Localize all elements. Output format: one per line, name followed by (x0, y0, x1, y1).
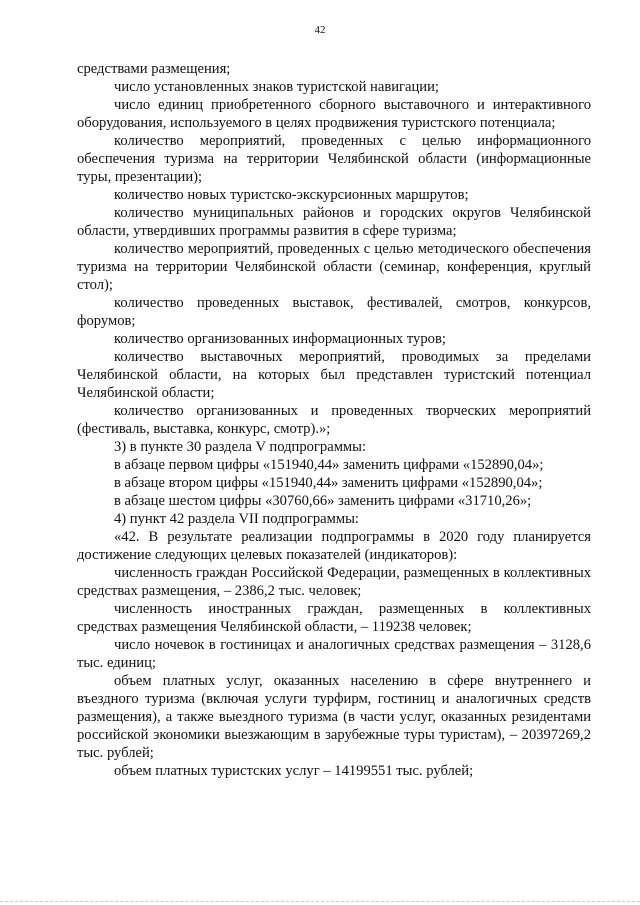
paragraph: в абзаце втором цифры «151940,44» заменить цифрами «152890,04»; (114, 475, 543, 491)
paragraph: число ночевок в гостиницах и аналогичных средствах размещения – 3128,6 тыс. единиц; (77, 637, 591, 671)
paragraph: «42. В результате реализации подпрограммы в 2020 году планируется достижение следующих целевых показателей (индикаторов): (77, 529, 591, 563)
paragraph: средствами размещения; (77, 61, 231, 77)
paragraph: 4) пункт 42 раздела VII подпрограммы: (114, 511, 359, 527)
paragraph: количество организованных и проведенных творческих мероприятий (фестиваль, выставка, конкурс, смотр).»; (77, 403, 591, 437)
paragraph: в абзаце первом цифры «151940,44» заменить цифрами «152890,04»; (114, 457, 544, 473)
paragraph: количество муниципальных районов и городских округов Челябинской области, утвердивших программы развития в сфере туризма; (77, 205, 591, 239)
paragraph: в абзаце шестом цифры «30760,66» заменить цифрами «31710,26»; (114, 493, 532, 509)
document-body (77, 60, 591, 780)
paragraph: количество выставочных мероприятий, проводимых за пределами Челябинской области, на которых был представлен туристский потенциал Челябинской области; (77, 349, 591, 401)
paragraph: объем платных услуг, оказанных населению в сфере внутреннего и въездного туризма (включая услуги турфирм, гостиниц и аналогичных средств размещения), а также выездного туризма (в части услуг, оказанных резидентами российской экономики выезжающим в зарубежные туры туристам), – 20397269,2 тыс. рублей; (77, 673, 591, 761)
paragraph: число установленных знаков туристской навигации; (114, 79, 439, 95)
paragraph: 3) в пункте 30 раздела V подпрограммы: (114, 439, 367, 455)
paragraph: количество мероприятий, проведенных с целью информационного обеспечения туризма на территории Челябинской области (информационные туры, презентации); (77, 133, 591, 185)
page-bottom-edge (0, 901, 640, 902)
paragraph: количество организованных информационных туров; (114, 331, 446, 347)
paragraph: численность граждан Российской Федерации, размещенных в коллективных средствах размещения, – 2386,2 тыс. человек; (77, 565, 591, 599)
paragraph: число единиц приобретенного сборного выставочного и интерактивного оборудования, используемого в целях продвижения туристского потенциала; (77, 97, 591, 131)
page-number: 42 (314, 24, 326, 36)
paragraph: количество новых туристско-экскурсионных маршрутов; (114, 187, 469, 203)
paragraph: объем платных туристских услуг – 14199551 тыс. рублей; (114, 763, 474, 779)
paragraph: количество мероприятий, проведенных с целью методического обеспечения туризма на территории Челябинской области (семинар, конференция, круглый стол); (77, 241, 591, 293)
paragraph: численность иностранных граждан, размещенных в коллективных средствах размещения Челябинской области, – 119238 человек; (77, 601, 591, 635)
paragraph: количество проведенных выставок, фестивалей, смотров, конкурсов, форумов; (77, 295, 591, 329)
